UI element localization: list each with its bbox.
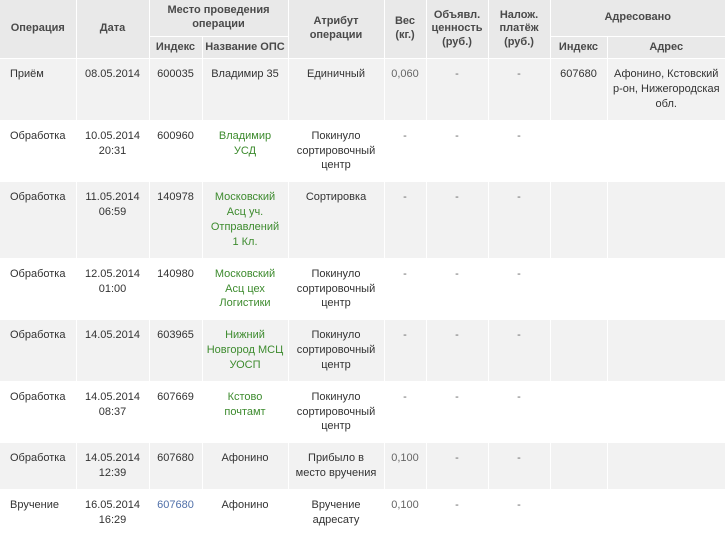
cell-attribute: Вручение адресату xyxy=(288,489,384,536)
cell-attribute: Покинуло сортировочный центр xyxy=(288,381,384,443)
cell-operation: Вручение xyxy=(0,489,76,536)
header-weight: Вес (кг.) xyxy=(384,0,426,59)
cell-operation: Обработка xyxy=(0,120,76,182)
header-addr-index: Индекс xyxy=(550,36,607,59)
cell-cod: - xyxy=(488,489,550,536)
cell-addr-address xyxy=(607,443,725,490)
table-row xyxy=(0,59,725,121)
cell-date: 14.05.2014 12:39 xyxy=(76,443,149,490)
cell-place-name: Владимир 35 xyxy=(202,59,288,121)
cell-cod: - xyxy=(488,182,550,258)
cell-date: 10.05.2014 20:31 xyxy=(76,120,149,182)
cell-weight: - xyxy=(384,182,426,258)
cell-declared-value: - xyxy=(426,489,488,536)
cell-addr-index xyxy=(550,258,607,320)
cell-weight: - xyxy=(384,381,426,443)
table-header xyxy=(0,0,725,59)
cell-declared-value: - xyxy=(426,258,488,320)
cell-addr-address xyxy=(607,320,725,382)
cell-place-index[interactable]: 607680 xyxy=(149,489,202,536)
header-row-top xyxy=(0,0,725,36)
cell-declared-value: - xyxy=(426,443,488,490)
cell-place-name: Нижний Новгород МСЦ УОСП xyxy=(202,320,288,382)
cell-addr-address: Афонино, Кстовский р-он, Нижегородская обл. xyxy=(607,59,725,121)
header-place-name: Название ОПС xyxy=(202,36,288,59)
cell-addr-index xyxy=(550,120,607,182)
cell-place-index: 600960 xyxy=(149,120,202,182)
cell-attribute: Единичный xyxy=(288,59,384,121)
cell-date: 14.05.2014 xyxy=(76,320,149,382)
cell-date: 14.05.2014 08:37 xyxy=(76,381,149,443)
cell-operation: Обработка xyxy=(0,443,76,490)
cell-declared-value: - xyxy=(426,381,488,443)
cell-operation: Приём xyxy=(0,59,76,121)
cell-addr-address xyxy=(607,182,725,258)
cell-operation: Обработка xyxy=(0,320,76,382)
cell-addr-index xyxy=(550,443,607,490)
cell-declared-value: - xyxy=(426,120,488,182)
cell-weight: - xyxy=(384,120,426,182)
header-cod: Налож. платёж (руб.) xyxy=(488,0,550,59)
cell-addr-address xyxy=(607,489,725,536)
cell-addr-index: 607680 xyxy=(550,59,607,121)
header-place-index: Индекс xyxy=(149,36,202,59)
cell-date: 08.05.2014 xyxy=(76,59,149,121)
cell-place-index: 603965 xyxy=(149,320,202,382)
table-row xyxy=(0,443,725,490)
cell-date: 16.05.2014 16:29 xyxy=(76,489,149,536)
cell-place-index: 607669 xyxy=(149,381,202,443)
cell-attribute: Покинуло сортировочный центр xyxy=(288,120,384,182)
cell-addr-index xyxy=(550,489,607,536)
cell-operation: Обработка xyxy=(0,182,76,258)
cell-operation: Обработка xyxy=(0,258,76,320)
cell-attribute: Покинуло сортировочный центр xyxy=(288,258,384,320)
table-row xyxy=(0,320,725,382)
cell-weight: 0,060 xyxy=(384,59,426,121)
header-declared-value: Объявл. ценность (руб.) xyxy=(426,0,488,59)
cell-operation: Обработка xyxy=(0,381,76,443)
table-row xyxy=(0,381,725,443)
cell-addr-index xyxy=(550,182,607,258)
cell-declared-value: - xyxy=(426,59,488,121)
header-date: Дата xyxy=(76,0,149,59)
header-attribute: Атрибут операции xyxy=(288,0,384,59)
cell-addr-index xyxy=(550,381,607,443)
table-row xyxy=(0,489,725,536)
cell-weight: 0,100 xyxy=(384,443,426,490)
cell-place-index: 140980 xyxy=(149,258,202,320)
cell-weight: - xyxy=(384,320,426,382)
cell-place-name: Московский Асц цех Логистики xyxy=(202,258,288,320)
cell-place-index: 607680 xyxy=(149,443,202,490)
cell-addr-index xyxy=(550,320,607,382)
cell-addr-address xyxy=(607,381,725,443)
table-row xyxy=(0,120,725,182)
cell-weight: - xyxy=(384,258,426,320)
cell-place-index: 140978 xyxy=(149,182,202,258)
cell-place-name: Кстово почтамт xyxy=(202,381,288,443)
cell-attribute: Прибыло в место вручения xyxy=(288,443,384,490)
cell-declared-value: - xyxy=(426,320,488,382)
table-row xyxy=(0,182,725,258)
cell-cod: - xyxy=(488,59,550,121)
cell-cod: - xyxy=(488,120,550,182)
cell-cod: - xyxy=(488,258,550,320)
cell-place-name: Афонино xyxy=(202,443,288,490)
cell-attribute: Сортировка xyxy=(288,182,384,258)
cell-date: 12.05.2014 01:00 xyxy=(76,258,149,320)
cell-addr-address xyxy=(607,258,725,320)
cell-addr-address xyxy=(607,120,725,182)
table-row xyxy=(0,258,725,320)
cell-place-index: 600035 xyxy=(149,59,202,121)
cell-place-name: Московский Асц уч. Отправлений 1 Кл. xyxy=(202,182,288,258)
cell-cod: - xyxy=(488,381,550,443)
cell-attribute: Покинуло сортировочный центр xyxy=(288,320,384,382)
cell-declared-value: - xyxy=(426,182,488,258)
table-body xyxy=(0,59,725,536)
header-operation: Операция xyxy=(0,0,76,59)
cell-place-name: Владимир УСД xyxy=(202,120,288,182)
header-place-group: Место проведения операции xyxy=(149,0,288,36)
cell-cod: - xyxy=(488,443,550,490)
cell-date: 11.05.2014 06:59 xyxy=(76,182,149,258)
cell-weight: 0,100 xyxy=(384,489,426,536)
cell-place-name: Афонино xyxy=(202,489,288,536)
header-addressed-group: Адресовано xyxy=(550,0,725,36)
header-addr-address: Адрес xyxy=(607,36,725,59)
cell-cod: - xyxy=(488,320,550,382)
